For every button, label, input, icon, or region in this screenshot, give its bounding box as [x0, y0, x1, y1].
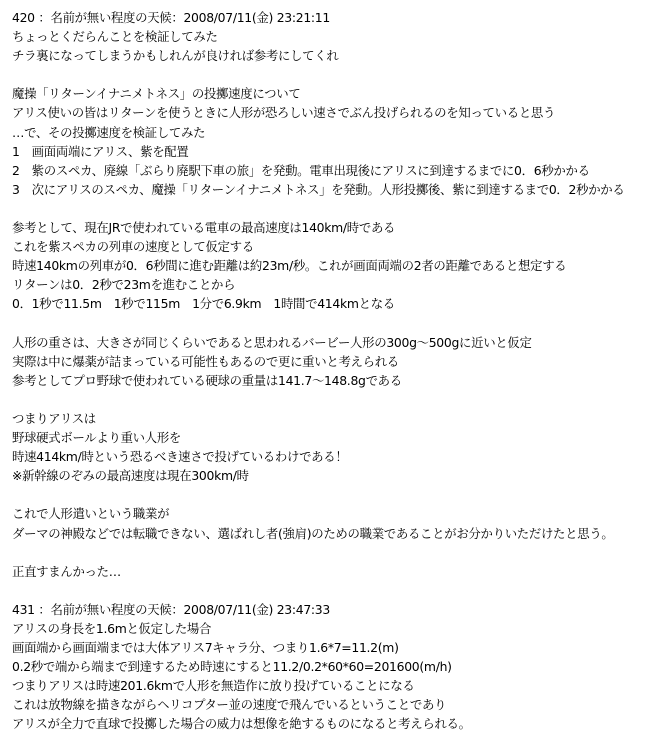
post-line: 3 次にアリスのスペカ、魔操「リターンイナニメトネス」を発動。人形投擲後、紫に到達するまで0．2秒かかる [12, 181, 625, 197]
post-431 [12, 600, 642, 734]
post-line: 画面端から画面端までは大体アリス7キャラ分、つまり1.6*7=11.2(m) [12, 640, 399, 656]
post-line: ダーマの神殿などでは転職できない、選ばれし者(強肩)のための職業であることがお分かりいただけたと思う。 [12, 525, 614, 541]
post-line: リターンは0．2秒で23mを進むことから [12, 277, 236, 293]
post-line: チラ裏になってしまうかもしれんが良ければ参考にしてくれ [12, 48, 339, 64]
post-line: 0．1秒で11.5m 1秒で115m 1分で6.9km 1時間で414kmとなる [12, 296, 395, 312]
blank-line [12, 199, 642, 218]
post-separator [12, 581, 642, 600]
post-line: 1 画面両端にアリス、紫を配置 [12, 143, 189, 159]
blank-line [12, 314, 642, 333]
post-line: アリスが全力で直球で投擲した場合の威力は想像を絶するものになると考えられる。 [12, 716, 471, 732]
post-line: アリスの身長を1.6mと仮定した場合 [12, 621, 212, 636]
post-line: ※新幹線のぞみの最高速度は現在300km/時 [12, 468, 249, 484]
post-line: …で、その投擲速度を検証してみた [12, 124, 206, 140]
post-body [12, 27, 642, 581]
blank-line [12, 390, 642, 409]
post-line: 実際は中に爆薬が詰まっている可能性もあるので更に重いと考えられる [12, 353, 399, 369]
post-line: 人形の重さは、大きさが同じくらいであると思われるバービー人形の300g～500gに近いと仮定 [12, 334, 532, 350]
post-line: これを紫スペカの列車の速度として仮定する [12, 239, 254, 255]
post-line: これは放物線を描きながらヘリコプター並の速度で飛んでいるということであり [12, 697, 447, 713]
post-line: 野球硬式ボールより重い人形を [12, 430, 182, 446]
post-line: 時速140kmの列車が0．6秒間に進む距離は約23m/秒。これが画面両端の2者の距離であると想定する [12, 258, 567, 274]
post-line: 2 紫のスペカ、廃線「ぶらり廃駅下車の旅」を発動。電車出現後にアリスに到達するまでに0．6秒かかる [12, 162, 590, 178]
post-header: 431 ：名前が無い程度の天候：2008/07/11(金) 23:47:33 [12, 601, 330, 617]
post-line: ちょっとくだらんことを検証してみた [12, 29, 218, 45]
post-header: 420 ：名前が無い程度の天候：2008/07/11(金) 23:21:11 [12, 10, 330, 25]
post-line: これで人形遣いという職業が [12, 506, 170, 522]
post-line: 時速414km/時という恐るべき速さで投げているわけである！ [12, 449, 348, 465]
post-line: 正直すまんかった… [12, 563, 121, 579]
blank-line [12, 543, 642, 562]
post-line: アリス使いの皆はリターンを使うときに人形が恐ろしい速さでぶん投げられるのを知っていると思う [12, 105, 556, 121]
blank-line [12, 485, 642, 504]
post-line: 参考として、現在JRで使われている電車の最高速度は140km/時である [12, 220, 396, 236]
post-line: 魔操「リターンイナニメトネス」の投擲速度について [12, 86, 301, 102]
post-line: 参考としてプロ野球で使われている硬球の重量は141.7～148.8gである [12, 372, 402, 388]
post-line: 0.2秒で端から端まで到達するため時速にすると11.2/0.2*60*60=201600(m/h) [12, 659, 452, 675]
thread [12, 8, 642, 734]
post-420 [12, 8, 642, 581]
post-body [12, 619, 642, 734]
post-line: つまりアリスは時速201.6kmで人形を無造作に放り投げていることになる [12, 678, 415, 694]
post-line: つまりアリスは [12, 410, 96, 426]
blank-line [12, 65, 642, 84]
